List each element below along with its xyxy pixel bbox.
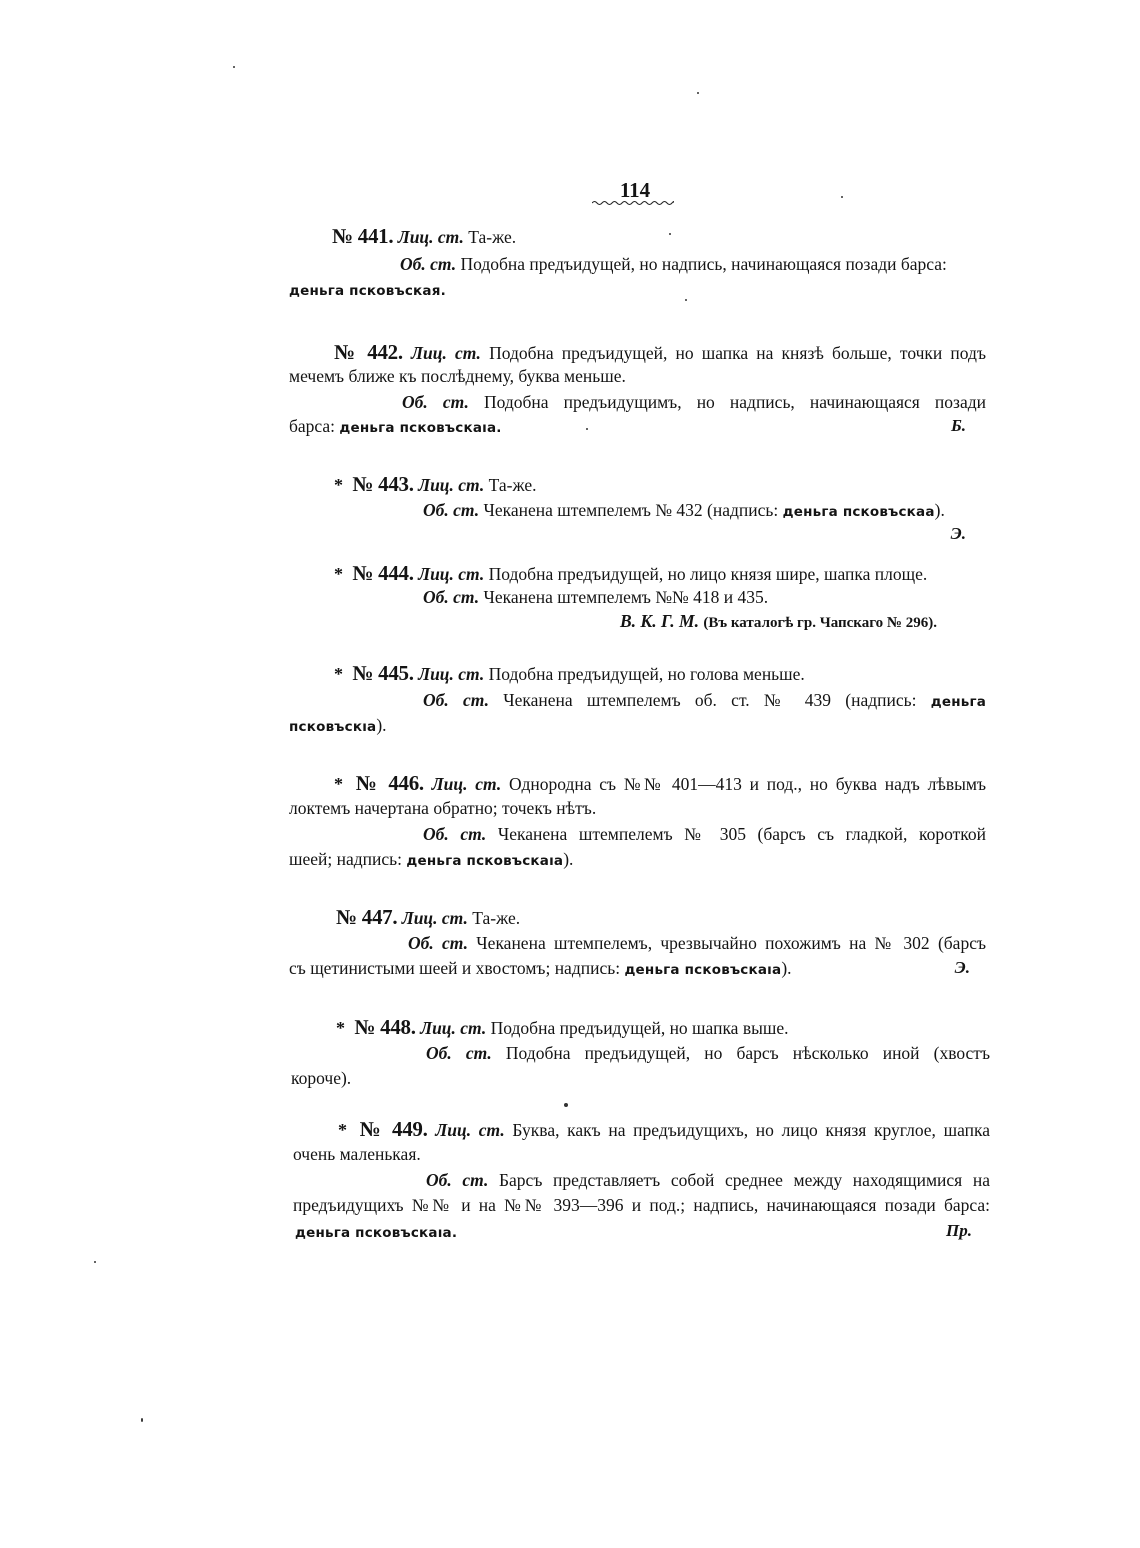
entry-446-legend: деньга псковъскаıа — [406, 853, 564, 869]
entry-445-legend-b: псковъскıа — [289, 719, 377, 735]
entry-447-number: № 447. — [336, 905, 398, 929]
entry-443-reverse-text: Чеканена штемпелемъ № 432 (надпись: — [483, 500, 779, 520]
entry-442-reverse-cont: барса: — [289, 416, 336, 436]
entry-446-obverse-cont-line — [289, 796, 596, 820]
entry-441-reverse-text: Подобна предъидущей, но надпись, начинающаяся позади барса: — [460, 254, 947, 274]
entry-443-reverse-label: Об. ст. — [423, 500, 480, 520]
entry-442-source: Б. — [950, 416, 966, 435]
entry-441-reverse-label: Об. ст. — [400, 254, 457, 274]
entry-445-reverse-line — [423, 688, 986, 714]
scan-speck — [564, 1103, 568, 1107]
entry-443-star-marker: * — [334, 475, 343, 495]
entry-449-obverse-cont-line — [293, 1142, 421, 1166]
entry-446-reverse-cont: шеей; надпись: — [289, 849, 402, 869]
entry-446-reverse-text: Чеканена штемпелемъ № 305 (барсъ съ гладкой, короткой — [497, 824, 987, 844]
entry-446-obverse-label: Лиц. ст. — [431, 774, 502, 794]
entry-449-star-marker: * — [338, 1120, 347, 1140]
entry-448-obverse-text: Подобна предъидущей, но шапка выше. — [490, 1018, 789, 1038]
entry-447-reverse-line — [408, 931, 986, 955]
entry-449-obverse-line — [338, 1117, 990, 1142]
entry-447-legend-line — [289, 956, 792, 982]
entry-444-source-note: (Въ каталогѣ гр. Чапскаго № 296). — [703, 615, 937, 631]
entry-449-obverse-text: Буква, какъ на предъидущихъ, но лицо князя круглое, шапка — [512, 1120, 990, 1140]
entry-446-reverse-label: Об. ст. — [423, 824, 487, 844]
entry-446-reverse-line — [423, 822, 986, 846]
entry-449-source: Пр. — [946, 1221, 972, 1240]
entry-443-obverse-text: Та-же. — [488, 475, 537, 495]
entry-445-star-marker: * — [334, 664, 343, 684]
entry-444-obverse-label: Лиц. ст. — [418, 564, 485, 584]
entry-449-obverse-cont: очень маленькая. — [293, 1144, 421, 1164]
entry-447-reverse-label: Об. ст. — [408, 933, 468, 953]
entry-443-reverse-line — [423, 498, 945, 524]
entry-448-reverse-cont: короче). — [291, 1068, 352, 1088]
entry-448-obverse-label: Лиц. ст. — [420, 1018, 487, 1038]
entry-446-obverse-cont: локтемъ начертана обратно; точекъ нѣтъ. — [289, 798, 597, 818]
entry-443-obverse-label: Лиц. ст. — [418, 475, 485, 495]
entry-447-legend-close: ). — [781, 958, 792, 978]
entry-447-legend: деньга псковъскаıа — [624, 962, 782, 978]
entry-447-obverse-label: Лиц. ст. — [401, 908, 468, 928]
entry-446-legend-close: ). — [563, 849, 574, 869]
entry-443-number: № 443. — [352, 472, 414, 496]
entry-448-star-marker: * — [336, 1018, 345, 1038]
scan-speck — [669, 233, 671, 235]
entry-442-legend: деньга псковъскаıа. — [339, 420, 502, 436]
entry-442-obverse-text: Подобна предъидущей, но шапка на князѣ больше, точки подъ — [489, 343, 986, 363]
entry-445-legend-close: ). — [376, 715, 387, 735]
entry-448-number: № 448. — [354, 1015, 416, 1039]
scan-speck — [233, 66, 235, 68]
entry-445-obverse-text: Подобна предъидущей, но голова меньше. — [488, 664, 805, 684]
entry-441-legend: деньга псковъская. — [289, 283, 446, 299]
entry-442-reverse-line — [402, 390, 986, 414]
entry-449-legend: деньга псковъскаıа. — [295, 1225, 458, 1241]
entry-442-obverse-label: Лиц. ст. — [410, 343, 481, 363]
entry-449-reverse-cont-line — [293, 1193, 990, 1217]
entry-449-reverse-label: Об. ст. — [426, 1170, 489, 1190]
entry-441-obverse-line — [332, 224, 516, 249]
page-number: 114 — [619, 178, 651, 202]
entry-447-obverse-text: Та-же. — [472, 908, 521, 928]
entry-446-obverse-text: Однородна съ №№ 401—413 и под., но буква надъ лѣвымъ — [509, 774, 986, 794]
entry-442-obverse-cont-line — [289, 364, 626, 388]
entry-444-reverse-text: Чеканена штемпелемъ №№ 418 и 435. — [483, 587, 769, 607]
entry-448-reverse-label: Об. ст. — [426, 1043, 492, 1063]
entry-445-legend-a: деньга — [930, 694, 987, 710]
entry-446-star-marker: * — [334, 774, 343, 794]
entry-442-reverse-label: Об. ст. — [402, 392, 469, 412]
entry-447-source: Э. — [954, 958, 970, 977]
scan-speck — [697, 92, 699, 94]
entry-449-number: № 449. — [359, 1117, 428, 1141]
entry-446-legend-line — [289, 847, 573, 873]
scan-speck — [841, 196, 843, 198]
entry-442-number: № 442. — [334, 340, 403, 364]
entry-441-obverse-label: Лиц. ст. — [397, 227, 464, 247]
entry-441-number: № 441. — [332, 224, 394, 248]
scan-speck — [94, 1261, 96, 1263]
entry-448-reverse-line — [426, 1041, 990, 1065]
entry-444-obverse-text: Подобна предъидущей, но лицо князя шире, шапка площе. — [488, 564, 928, 584]
entry-441-obverse-text: Та-же. — [468, 227, 517, 247]
entry-444-star-marker: * — [334, 564, 343, 584]
entry-445-reverse-text: Чеканена штемпелемъ об. ст. № 439 (надпись: — [503, 690, 917, 710]
entry-445-obverse-label: Лиц. ст. — [418, 664, 485, 684]
page-number-underline-ornament — [592, 199, 674, 207]
entry-445-reverse-label: Об. ст. — [423, 690, 489, 710]
entry-449-reverse-cont: предъидущихъ №№ и на №№ 393—396 и под.; надпись, начинающаяся позади барса: — [293, 1195, 990, 1215]
entry-443-legend: деньга псковъскаа — [782, 504, 935, 520]
entry-444-reverse-line — [423, 585, 768, 609]
entry-444-obverse-line — [334, 561, 927, 586]
entry-444-source: В. К. Г. М. — [620, 611, 699, 631]
entry-448-reverse-text: Подобна предъидущей, но барсъ нѣсколько иной (хвостъ — [505, 1043, 991, 1063]
scan-speck — [685, 299, 687, 301]
entry-447-reverse-cont: съ щетинистыми шеей и хвостомъ; надпись: — [289, 958, 621, 978]
entry-444-reverse-label: Об. ст. — [423, 587, 480, 607]
entry-442-obverse-line — [334, 340, 986, 365]
scan-speck — [586, 428, 588, 430]
entry-448-obverse-line — [336, 1015, 788, 1040]
entry-449-obverse-label: Лиц. ст. — [435, 1120, 505, 1140]
entry-443-obverse-line — [334, 472, 537, 497]
entry-442-reverse-text: Подобна предъидущимъ, но надпись, начинающаяся позади — [483, 392, 986, 412]
entry-445-obverse-line — [334, 661, 805, 686]
entry-449-reverse-text: Барсъ представляетъ собой среднее между находящимися на — [498, 1170, 990, 1190]
entry-445-legend-line — [289, 713, 387, 739]
entry-447-obverse-line — [336, 905, 520, 930]
entry-443-legend-close: ). — [934, 500, 945, 520]
entry-448-reverse-cont-line — [291, 1066, 351, 1090]
entry-449-legend-line — [295, 1219, 457, 1245]
entry-449-reverse-line — [426, 1168, 990, 1192]
entry-447-reverse-text: Чеканена штемпелемъ, чрезвычайно похожимъ на № 302 (барсъ — [476, 933, 987, 953]
entry-442-obverse-cont: мечемъ ближе къ послѣднему, буква меньше. — [289, 366, 626, 386]
entry-444-number: № 444. — [352, 561, 414, 585]
entry-442-legend-line — [289, 414, 502, 440]
entry-446-obverse-line — [334, 771, 986, 796]
entry-444-source-line — [620, 609, 937, 635]
entry-446-number: № 446. — [355, 771, 424, 795]
entry-445-number: № 445. — [352, 661, 414, 685]
entry-443-source: Э. — [950, 524, 966, 543]
entry-441-reverse-line — [400, 252, 947, 276]
scan-speck — [141, 1418, 143, 1422]
entry-441-legend-line — [289, 277, 446, 303]
